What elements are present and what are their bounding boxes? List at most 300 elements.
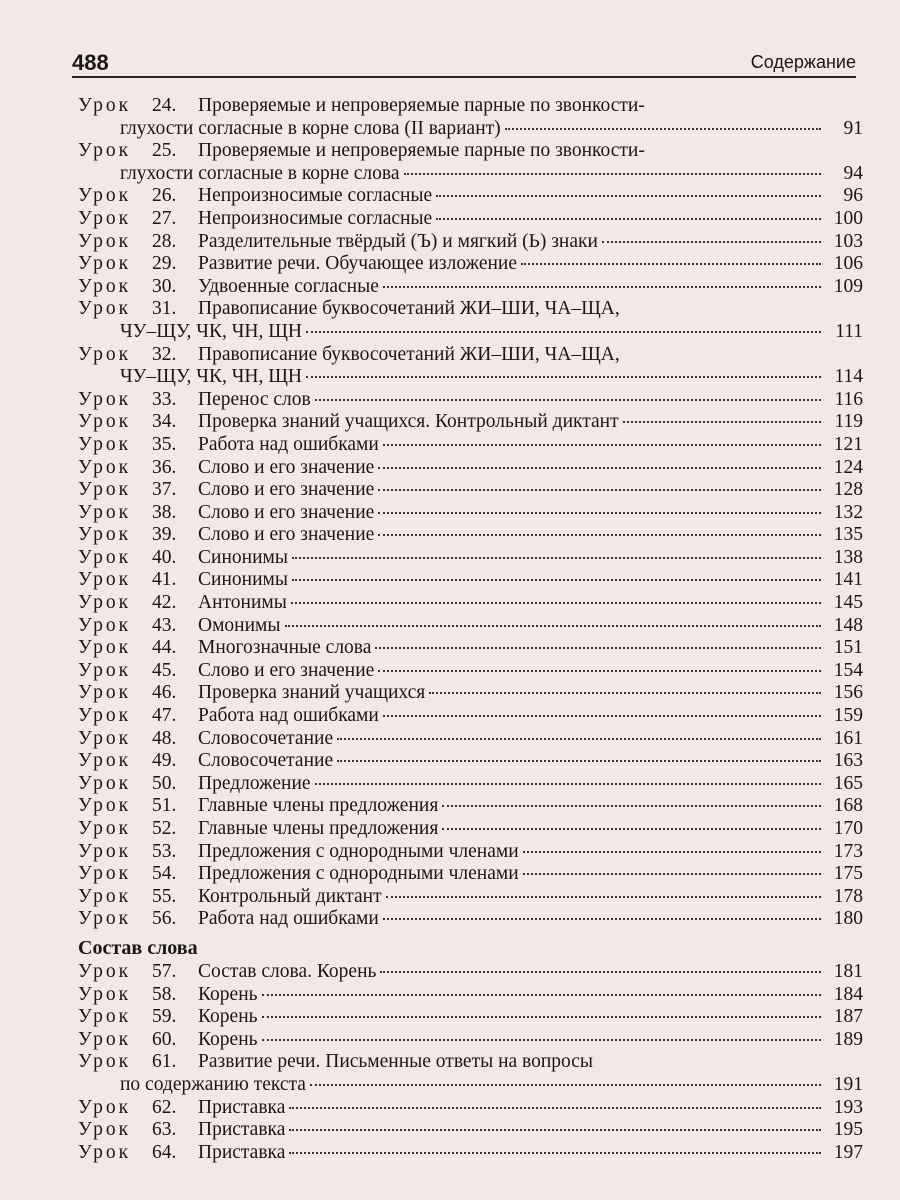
- page-ref: 119: [834, 411, 863, 433]
- lesson-title-text: Главные члены предложения: [198, 818, 439, 839]
- lesson-number: 27.: [152, 207, 177, 229]
- dot-leader: [378, 489, 821, 491]
- lesson-title-line: [198, 298, 863, 321]
- lesson-title-line: [120, 163, 863, 186]
- lesson-title: [198, 863, 863, 886]
- lesson-title: [198, 592, 863, 615]
- lesson-title-line: [198, 389, 863, 412]
- toc-entry: [78, 569, 863, 592]
- dot-leader: [521, 263, 821, 265]
- dot-leader: [442, 805, 821, 807]
- lesson-number: 29.: [152, 253, 177, 275]
- toc-entry: [78, 434, 863, 457]
- lesson-number: 32.: [152, 343, 177, 365]
- lesson-title-line: [198, 682, 863, 705]
- lesson-label: Урок: [78, 983, 132, 1005]
- lesson-title-line: [198, 569, 863, 592]
- lesson-number: 40.: [152, 546, 177, 568]
- page-number: 488: [72, 50, 109, 75]
- page-ref: 151: [833, 637, 863, 659]
- page-ref: 124: [833, 456, 863, 478]
- toc-group-1: [78, 95, 863, 931]
- lesson-label: Урок: [78, 682, 132, 704]
- lesson-title-text: Приставка: [198, 1119, 286, 1141]
- lesson-title: [198, 961, 863, 984]
- lesson-title: [198, 208, 863, 231]
- page-ref: 91: [843, 117, 863, 139]
- dot-leader: [378, 467, 821, 469]
- toc-entry: [78, 231, 863, 254]
- page-ref: 184: [833, 983, 863, 1005]
- lesson-title-text: Слово и его значение: [198, 456, 375, 478]
- toc-entry: [78, 140, 863, 185]
- lesson-title-line: [120, 366, 863, 389]
- lesson-number: 43.: [152, 614, 177, 636]
- lesson-title-line: [198, 1142, 863, 1165]
- lesson-title-line: [198, 185, 863, 208]
- dot-leader: [291, 602, 821, 604]
- page-ref: 178: [833, 885, 863, 907]
- table-of-contents: [78, 95, 863, 1164]
- page-ref: 109: [833, 275, 863, 297]
- dot-leader: [436, 218, 821, 220]
- lesson-number: 52.: [152, 818, 177, 839]
- lesson-title: [198, 411, 863, 434]
- toc-entry: [78, 1051, 863, 1096]
- dot-leader: [505, 128, 821, 130]
- toc-entry: [78, 908, 863, 931]
- lesson-label: Урок: [78, 795, 132, 817]
- lesson-title-line: [198, 961, 863, 984]
- toc-entry: [78, 818, 863, 841]
- dot-leader: [285, 625, 822, 627]
- lesson-number: 50.: [152, 772, 177, 794]
- page-ref: 121: [833, 433, 863, 455]
- page-ref: 189: [833, 1028, 863, 1050]
- lesson-label: Урок: [78, 456, 132, 478]
- lesson-label: Урок: [78, 818, 132, 839]
- lesson-title-text: Проверка знаний учащихся: [198, 682, 426, 704]
- toc-entry: [78, 185, 863, 208]
- lesson-title-text: Правописание буквосочетаний ЖИ–ШИ, ЧА–ЩА,: [198, 298, 620, 320]
- toc-entry: [78, 479, 863, 502]
- lesson-title-text: ЧУ–ЩУ, ЧК, ЧН, ЩН: [120, 366, 302, 388]
- lesson-number: 33.: [152, 388, 177, 410]
- lesson-title-text: Слово и его значение: [198, 501, 375, 523]
- lesson-title-text: Слово и его значение: [198, 659, 375, 681]
- lesson-title-text: глухости согласные в корне слова (II вариант): [120, 117, 501, 139]
- lesson-title-text: Словосочетание: [198, 750, 334, 772]
- lesson-number: 60.: [152, 1028, 177, 1050]
- lesson-title-line: [198, 750, 863, 773]
- lesson-title-line: [198, 231, 863, 254]
- lesson-number: 56.: [152, 908, 177, 930]
- dot-leader: [306, 376, 821, 378]
- lesson-title-text: Приставка: [198, 1096, 286, 1118]
- lesson-number: 36.: [152, 456, 177, 478]
- dot-leader: [262, 994, 821, 996]
- lesson-title-text: по содержанию текста: [120, 1073, 306, 1095]
- lesson-label: Урок: [78, 479, 132, 501]
- dot-leader: [383, 715, 821, 717]
- toc-entry: [78, 1029, 863, 1052]
- lesson-title: [198, 1097, 863, 1120]
- lesson-title-line: [198, 411, 863, 434]
- lesson-title-text: Корень: [198, 1006, 258, 1028]
- toc-entry: [78, 344, 863, 389]
- dot-leader: [404, 173, 821, 175]
- page-ref: 170: [833, 818, 863, 839]
- dot-leader: [378, 534, 821, 536]
- lesson-title-text: Проверяемые и непроверяемые парные по звонкости-: [198, 140, 645, 162]
- toc-entry: [78, 1097, 863, 1120]
- lesson-title: [198, 231, 863, 254]
- lesson-number: 42.: [152, 592, 177, 614]
- lesson-title-line: [198, 434, 863, 457]
- lesson-title: [198, 253, 863, 276]
- lesson-title: [198, 1006, 863, 1029]
- toc-entry: [78, 705, 863, 728]
- dot-leader: [378, 512, 821, 514]
- toc-entry: [78, 592, 863, 615]
- toc-entry: [78, 457, 863, 480]
- toc-entry: [78, 863, 863, 886]
- lesson-title: [198, 1119, 863, 1142]
- lesson-label: Урок: [78, 1096, 132, 1118]
- lesson-title-line: [198, 728, 863, 751]
- lesson-title-line: [198, 615, 863, 638]
- toc-entry: [78, 961, 863, 984]
- lesson-number: 57.: [152, 960, 177, 982]
- lesson-title-line: [198, 637, 863, 660]
- dot-leader: [289, 1152, 821, 1154]
- lesson-title-line: [198, 344, 863, 367]
- lesson-title-text: Работа над ошибками: [198, 705, 379, 727]
- lesson-title-text: глухости согласные в корне слова: [120, 162, 400, 184]
- lesson-title-line: [198, 1097, 863, 1120]
- lesson-number: 41.: [152, 569, 177, 591]
- lesson-title-text: Работа над ошибками: [198, 433, 379, 455]
- lesson-label: Урок: [78, 1006, 132, 1028]
- toc-entry: [78, 298, 863, 343]
- lesson-title-text: Антонимы: [198, 592, 287, 614]
- lesson-label: Урок: [78, 885, 132, 907]
- lesson-title-text: Контрольный диктант: [198, 885, 382, 907]
- lesson-number: 58.: [152, 983, 177, 1005]
- lesson-label: Урок: [78, 750, 132, 772]
- lesson-label: Урок: [78, 727, 132, 749]
- page-ref: 128: [833, 479, 863, 501]
- dot-leader: [289, 1107, 821, 1109]
- lesson-title-line: [120, 321, 863, 344]
- toc-entry: [78, 276, 863, 299]
- lesson-label: Урок: [78, 433, 132, 455]
- lesson-title-text: Предложение: [198, 772, 311, 794]
- toc-entry: [78, 1119, 863, 1142]
- lesson-number: 62.: [152, 1096, 177, 1118]
- lesson-label: Урок: [78, 501, 132, 523]
- toc-entry: [78, 615, 863, 638]
- lesson-title-line: [198, 660, 863, 683]
- lesson-label: Урок: [78, 411, 132, 433]
- dot-leader: [375, 647, 821, 649]
- lesson-title-text: Проверка знаний учащихся. Контрольный диктант: [198, 411, 619, 433]
- page-ref: 181: [833, 960, 863, 982]
- lesson-title-text: Непроизносимые согласные: [198, 207, 433, 229]
- lesson-title-text: Разделительные твёрдый (Ъ) и мягкий (Ь) знаки: [198, 230, 598, 252]
- lesson-label: Урок: [78, 388, 132, 410]
- page-ref: 148: [833, 614, 863, 636]
- lesson-title: [198, 185, 863, 208]
- lesson-title: [198, 795, 863, 818]
- lesson-label: Урок: [78, 592, 132, 614]
- dot-leader: [337, 760, 821, 762]
- lesson-title-line: [198, 795, 863, 818]
- lesson-title-line: [198, 773, 863, 796]
- lesson-title-line: [198, 908, 863, 931]
- lesson-title-line: [120, 1074, 863, 1097]
- lesson-title-text: Предложения с однородными членами: [198, 840, 519, 862]
- toc-entry: [78, 1142, 863, 1165]
- lesson-number: 28.: [152, 230, 177, 252]
- lesson-title: [198, 615, 863, 638]
- lesson-number: 63.: [152, 1119, 177, 1141]
- lesson-title-text: Работа над ошибками: [198, 908, 379, 930]
- page-ref: 103: [833, 230, 863, 252]
- lesson-title: [198, 908, 863, 931]
- lesson-title-text: Главные члены предложения: [198, 795, 439, 817]
- toc-entry: [78, 524, 863, 547]
- lesson-title-line: [198, 1006, 863, 1029]
- page-ref: 94: [843, 162, 863, 184]
- lesson-title-line: [198, 479, 863, 502]
- dot-leader: [262, 1016, 821, 1018]
- lesson-title-line: [198, 863, 863, 886]
- dot-leader: [523, 873, 821, 875]
- page-header: [72, 46, 856, 78]
- dot-leader: [292, 557, 821, 559]
- lesson-label: Урок: [78, 840, 132, 862]
- page-ref: 159: [833, 705, 863, 727]
- lesson-title-text: Состав слова. Корень: [198, 960, 377, 982]
- dot-leader: [289, 1129, 821, 1131]
- lesson-title-text: Проверяемые и непроверяемые парные по звонкости-: [198, 95, 645, 116]
- lesson-title-text: Приставка: [198, 1141, 286, 1163]
- lesson-number: 61.: [152, 1051, 177, 1073]
- lesson-title: [198, 841, 863, 864]
- lesson-title: [198, 547, 863, 570]
- lesson-number: 39.: [152, 524, 177, 546]
- lesson-number: 26.: [152, 185, 177, 207]
- lesson-number: 31.: [152, 298, 177, 320]
- lesson-label: Урок: [78, 253, 132, 275]
- dot-leader: [623, 421, 821, 423]
- dot-leader: [337, 738, 821, 740]
- lesson-title: [198, 1142, 863, 1165]
- lesson-number: 47.: [152, 705, 177, 727]
- lesson-title-text: Непроизносимые согласные: [198, 185, 433, 207]
- page-ref: 156: [833, 682, 863, 704]
- lesson-title-line: [198, 984, 863, 1007]
- lesson-title-text: Корень: [198, 1028, 258, 1050]
- lesson-title: [198, 1029, 863, 1052]
- lesson-label: Урок: [78, 1051, 132, 1073]
- lesson-title: [198, 818, 863, 841]
- lesson-title: [198, 569, 863, 592]
- lesson-number: 24.: [152, 95, 177, 116]
- toc-entry: [78, 841, 863, 864]
- running-title: Содержание: [750, 52, 856, 72]
- lesson-label: Урок: [78, 1028, 132, 1050]
- page-ref: 96: [843, 185, 863, 207]
- dot-leader: [429, 692, 821, 694]
- lesson-label: Урок: [78, 1119, 132, 1141]
- lesson-title-text: Удвоенные согласные: [198, 275, 379, 297]
- toc-entry: [78, 208, 863, 231]
- lesson-label: Урок: [78, 95, 132, 116]
- lesson-label: Урок: [78, 524, 132, 546]
- lesson-label: Урок: [78, 772, 132, 794]
- lesson-title: [198, 524, 863, 547]
- lesson-label: Урок: [78, 960, 132, 982]
- toc-entry: [78, 886, 863, 909]
- lesson-number: 35.: [152, 433, 177, 455]
- page-ref: 154: [833, 659, 863, 681]
- lesson-title-text: Синонимы: [198, 546, 288, 568]
- page-ref: 145: [833, 592, 863, 614]
- lesson-title: [198, 682, 863, 705]
- lesson-title-line: [198, 705, 863, 728]
- lesson-label: Урок: [78, 614, 132, 636]
- lesson-title: [198, 705, 863, 728]
- lesson-number: 64.: [152, 1141, 177, 1163]
- lesson-title-line: [198, 1051, 863, 1074]
- lesson-number: 45.: [152, 659, 177, 681]
- lesson-label: Урок: [78, 1141, 132, 1163]
- lesson-label: Урок: [78, 637, 132, 659]
- dot-leader: [378, 670, 821, 672]
- dot-leader: [383, 918, 821, 920]
- lesson-title-text: Словосочетание: [198, 727, 334, 749]
- lesson-title-text: Синонимы: [198, 569, 288, 591]
- toc-entry: [78, 1006, 863, 1029]
- lesson-title: [198, 479, 863, 502]
- lesson-title-line: [198, 1119, 863, 1142]
- lesson-number: 49.: [152, 750, 177, 772]
- toc-entry: [78, 411, 863, 434]
- lesson-number: 53.: [152, 840, 177, 862]
- lesson-label: Урок: [78, 230, 132, 252]
- dot-leader: [292, 579, 821, 581]
- lesson-title: [198, 773, 863, 796]
- lesson-title-text: Развитие речи. Письменные ответы на вопросы: [198, 1051, 594, 1073]
- lesson-number: 34.: [152, 411, 177, 433]
- lesson-title-text: Корень: [198, 983, 258, 1005]
- dot-leader: [442, 828, 821, 830]
- toc-entry: [78, 253, 863, 276]
- toc-entry: [78, 728, 863, 751]
- lesson-title: [198, 276, 863, 299]
- lesson-title-line: [198, 886, 863, 909]
- page-ref: 100: [833, 207, 863, 229]
- lesson-label: Урок: [78, 863, 132, 885]
- toc-entry: [78, 660, 863, 683]
- lesson-title-line: [198, 502, 863, 525]
- page-ref: 163: [833, 750, 863, 772]
- dot-leader: [602, 241, 821, 243]
- lesson-title: [198, 502, 863, 525]
- lesson-label: Урок: [78, 275, 132, 297]
- lesson-label: Урок: [78, 908, 132, 930]
- lesson-number: 54.: [152, 863, 177, 885]
- page-ref: 116: [834, 388, 863, 410]
- lesson-title-line: [198, 841, 863, 864]
- lesson-title-line: [198, 1029, 863, 1052]
- lesson-title: [198, 389, 863, 412]
- lesson-number: 48.: [152, 727, 177, 749]
- toc-entry: [78, 682, 863, 705]
- page-ref: 197: [833, 1141, 863, 1163]
- lesson-title: [198, 750, 863, 773]
- lesson-number: 59.: [152, 1006, 177, 1028]
- lesson-title-text: Слово и его значение: [198, 479, 375, 501]
- page-ref: 168: [833, 795, 863, 817]
- dot-leader: [262, 1039, 821, 1041]
- page-ref: 106: [833, 253, 863, 275]
- lesson-title-text: ЧУ–ЩУ, ЧК, ЧН, ЩН: [120, 320, 302, 342]
- page-ref: 111: [835, 320, 863, 342]
- lesson-title-text: Перенос слов: [198, 388, 311, 410]
- lesson-number: 46.: [152, 682, 177, 704]
- lesson-title-text: Многозначные слова: [198, 637, 372, 659]
- lesson-title-text: Предложения с однородными членами: [198, 863, 519, 885]
- page-ref: 165: [833, 772, 863, 794]
- page-ref: 173: [833, 840, 863, 862]
- lesson-title: [198, 984, 863, 1007]
- lesson-title: [198, 728, 863, 751]
- lesson-title-line: [198, 140, 863, 163]
- lesson-label: Урок: [78, 546, 132, 568]
- toc-entry: [78, 750, 863, 773]
- dot-leader: [523, 851, 821, 853]
- page-ref: 114: [834, 366, 863, 388]
- lesson-label: Урок: [78, 659, 132, 681]
- toc-entry: [78, 389, 863, 412]
- page-ref: 191: [833, 1073, 863, 1095]
- dot-leader: [386, 896, 821, 898]
- lesson-number: 38.: [152, 501, 177, 523]
- page-ref: 141: [833, 569, 863, 591]
- lesson-title-line: [198, 818, 863, 841]
- toc-entry: [78, 984, 863, 1007]
- lesson-title-text: Слово и его значение: [198, 524, 375, 546]
- page-ref: 135: [833, 524, 863, 546]
- lesson-title-line: [198, 592, 863, 615]
- page-ref: 195: [833, 1119, 863, 1141]
- lesson-label: Урок: [78, 298, 132, 320]
- lesson-label: Урок: [78, 140, 132, 162]
- lesson-label: Урок: [78, 207, 132, 229]
- dot-leader: [306, 331, 821, 333]
- dot-leader: [436, 195, 821, 197]
- page-ref: 161: [833, 727, 863, 749]
- toc-entry: [78, 95, 863, 140]
- lesson-title-line: [198, 208, 863, 231]
- lesson-title: [198, 886, 863, 909]
- section-title: Состав слова: [78, 936, 198, 959]
- toc-entry: [78, 637, 863, 660]
- lesson-title: [198, 434, 863, 457]
